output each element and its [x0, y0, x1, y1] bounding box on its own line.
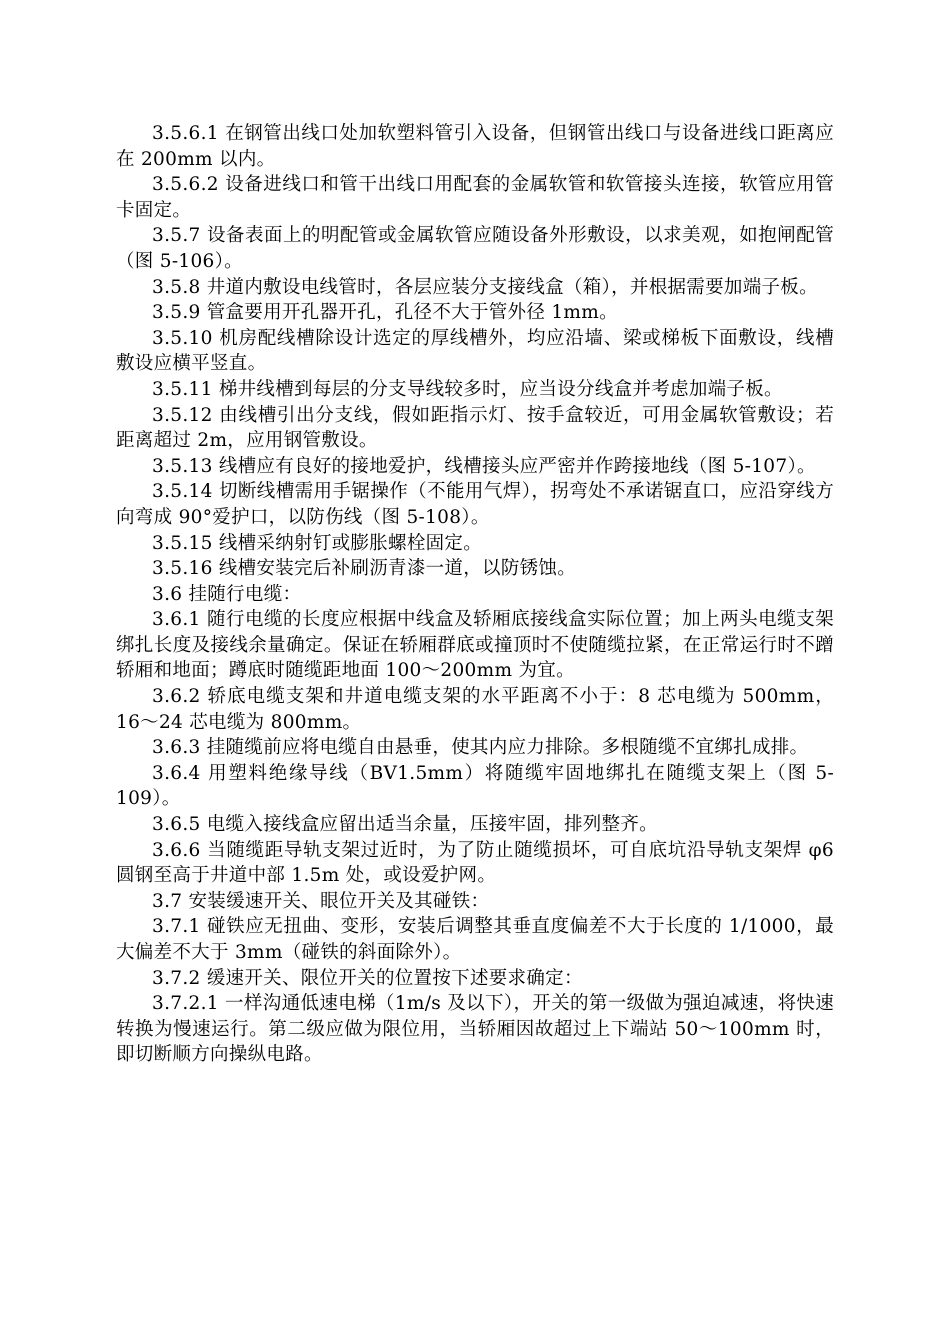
paragraph-3-6-2: 3.6.2 轿底电缆支架和井道电缆支架的水平距离不小于：8 芯电缆为 500mm，16～24 芯电缆为 800mm。: [116, 686, 834, 733]
paragraph-3-7-2: 3.7.2 缓速开关、限位开关的位置按下述要求确定：: [152, 967, 583, 989]
paragraph-3-5-16: 3.5.16 线槽安装完后补刷沥青漆一道，以防锈蚀。: [152, 558, 577, 580]
document-page: [116, 121, 834, 1068]
paragraph-3-5-11: 3.5.11 梯井线槽到每层的分支导线较多时，应当设分线盒并考虑加端子板。: [152, 378, 783, 400]
paragraph-3-5-12: 3.5.12 由线槽引出分支线，假如距指示灯、按手盒较近，可用金属软管敷设；若距离超过 2m，应用钢管敷设。: [116, 404, 834, 452]
paragraph-3-5-10: 3.5.10 机房配线槽除设计选定的厚线槽外，均应沿墙、梁或梯板下面敷设，线槽敷设应横平竖直。: [116, 327, 834, 375]
paragraph-3-6-1: 3.6.1 随行电缆的长度应根据中线盒及轿厢底接线盒实际位置；加上两头电缆支架绑扎长度及接线余量确定。保证在轿厢群底或撞顶时不使随缆拉紧，在正常运行时不蹭轿厢和地面；蹲底时随缆距地面 100～200mm 为宜。: [116, 609, 834, 682]
paragraph-3-5-6-2: 3.5.6.2 设备进线口和管干出线口用配套的金属软管和软管接头连接，软管应用管卡固定。: [116, 174, 834, 221]
paragraph-3-7-2-1: 3.7.2.1 一样沟通低速电梯（1m/s 及以下），开关的第一级做为强迫减速，将快速转换为慢速运行。第二级应做为限位用，当轿厢因故超过上下端站 50～100mm 时，即切断顺方向操纵电路。: [116, 993, 834, 1066]
paragraph-3-6-4: 3.6.4 用塑料绝缘导线（BV1.5mm）将随缆牢固地绑扎在随缆支架上（图 5-109）。: [116, 762, 834, 810]
paragraph-3-6-6: 3.6.6 当随缆距导轨支架过近时，为了防止随缆损坏，可自底坑沿导轨支架焊 φ6 圆钢至高于井道中部 1.5m 处，或设爱护网。: [116, 839, 834, 887]
paragraph-3-5-15: 3.5.15 线槽采纳射钉或膨胀螺栓固定。: [152, 532, 483, 554]
paragraph-3-5-14: 3.5.14 切断线槽需用手锯操作（不能用气焊），拐弯处不承诺锯直口，应沿穿线方向弯成 90°爱护口，以防伤线（图 5-108）。: [116, 481, 834, 528]
paragraph-3-5-9: 3.5.9 管盒要用开孔器开孔，孔径不大于管外径 1mm。: [152, 302, 618, 324]
paragraph-3-5-7: 3.5.7 设备表面上的明配管或金属软管应随设备外形敷设，以求美观，如抱闸配管（图 5-106）。: [116, 225, 834, 272]
paragraph-3-5-8: 3.5.8 井道内敷设电线管时，各层应装分支接线盒（箱），并根据需要加端子板。: [152, 276, 818, 298]
paragraph-3-5-6-1: 3.5.6.1 在钢管出线口处加软塑料管引入设备，但钢管出线口与设备进线口距离应在 200mm 以内。: [116, 123, 834, 170]
paragraph-3-5-13: 3.5.13 线槽应有良好的接地爱护，线槽接头应严密并作跨接地线（图 5-107）。: [152, 455, 816, 477]
section-heading-3-7: 3.7 安装缓速开关、眼位开关及其碰铁：: [152, 890, 490, 912]
section-heading-3-6: 3.6 挂随行电缆：: [152, 583, 302, 605]
paragraph-3-6-5: 3.6.5 电缆入接线盒应留出适当余量，压接牢固，排列整齐。: [152, 814, 658, 836]
paragraph-3-7-1: 3.7.1 碰铁应无扭曲、变形，安装后调整其垂直度偏差不大于长度的 1/1000，最大偏差不大于 3mm（碰铁的斜面除外）。: [116, 916, 834, 963]
paragraph-3-6-3: 3.6.3 挂随缆前应将电缆自由悬垂，使其内应力排除。多根随缆不宜绑扎成排。: [152, 737, 809, 759]
